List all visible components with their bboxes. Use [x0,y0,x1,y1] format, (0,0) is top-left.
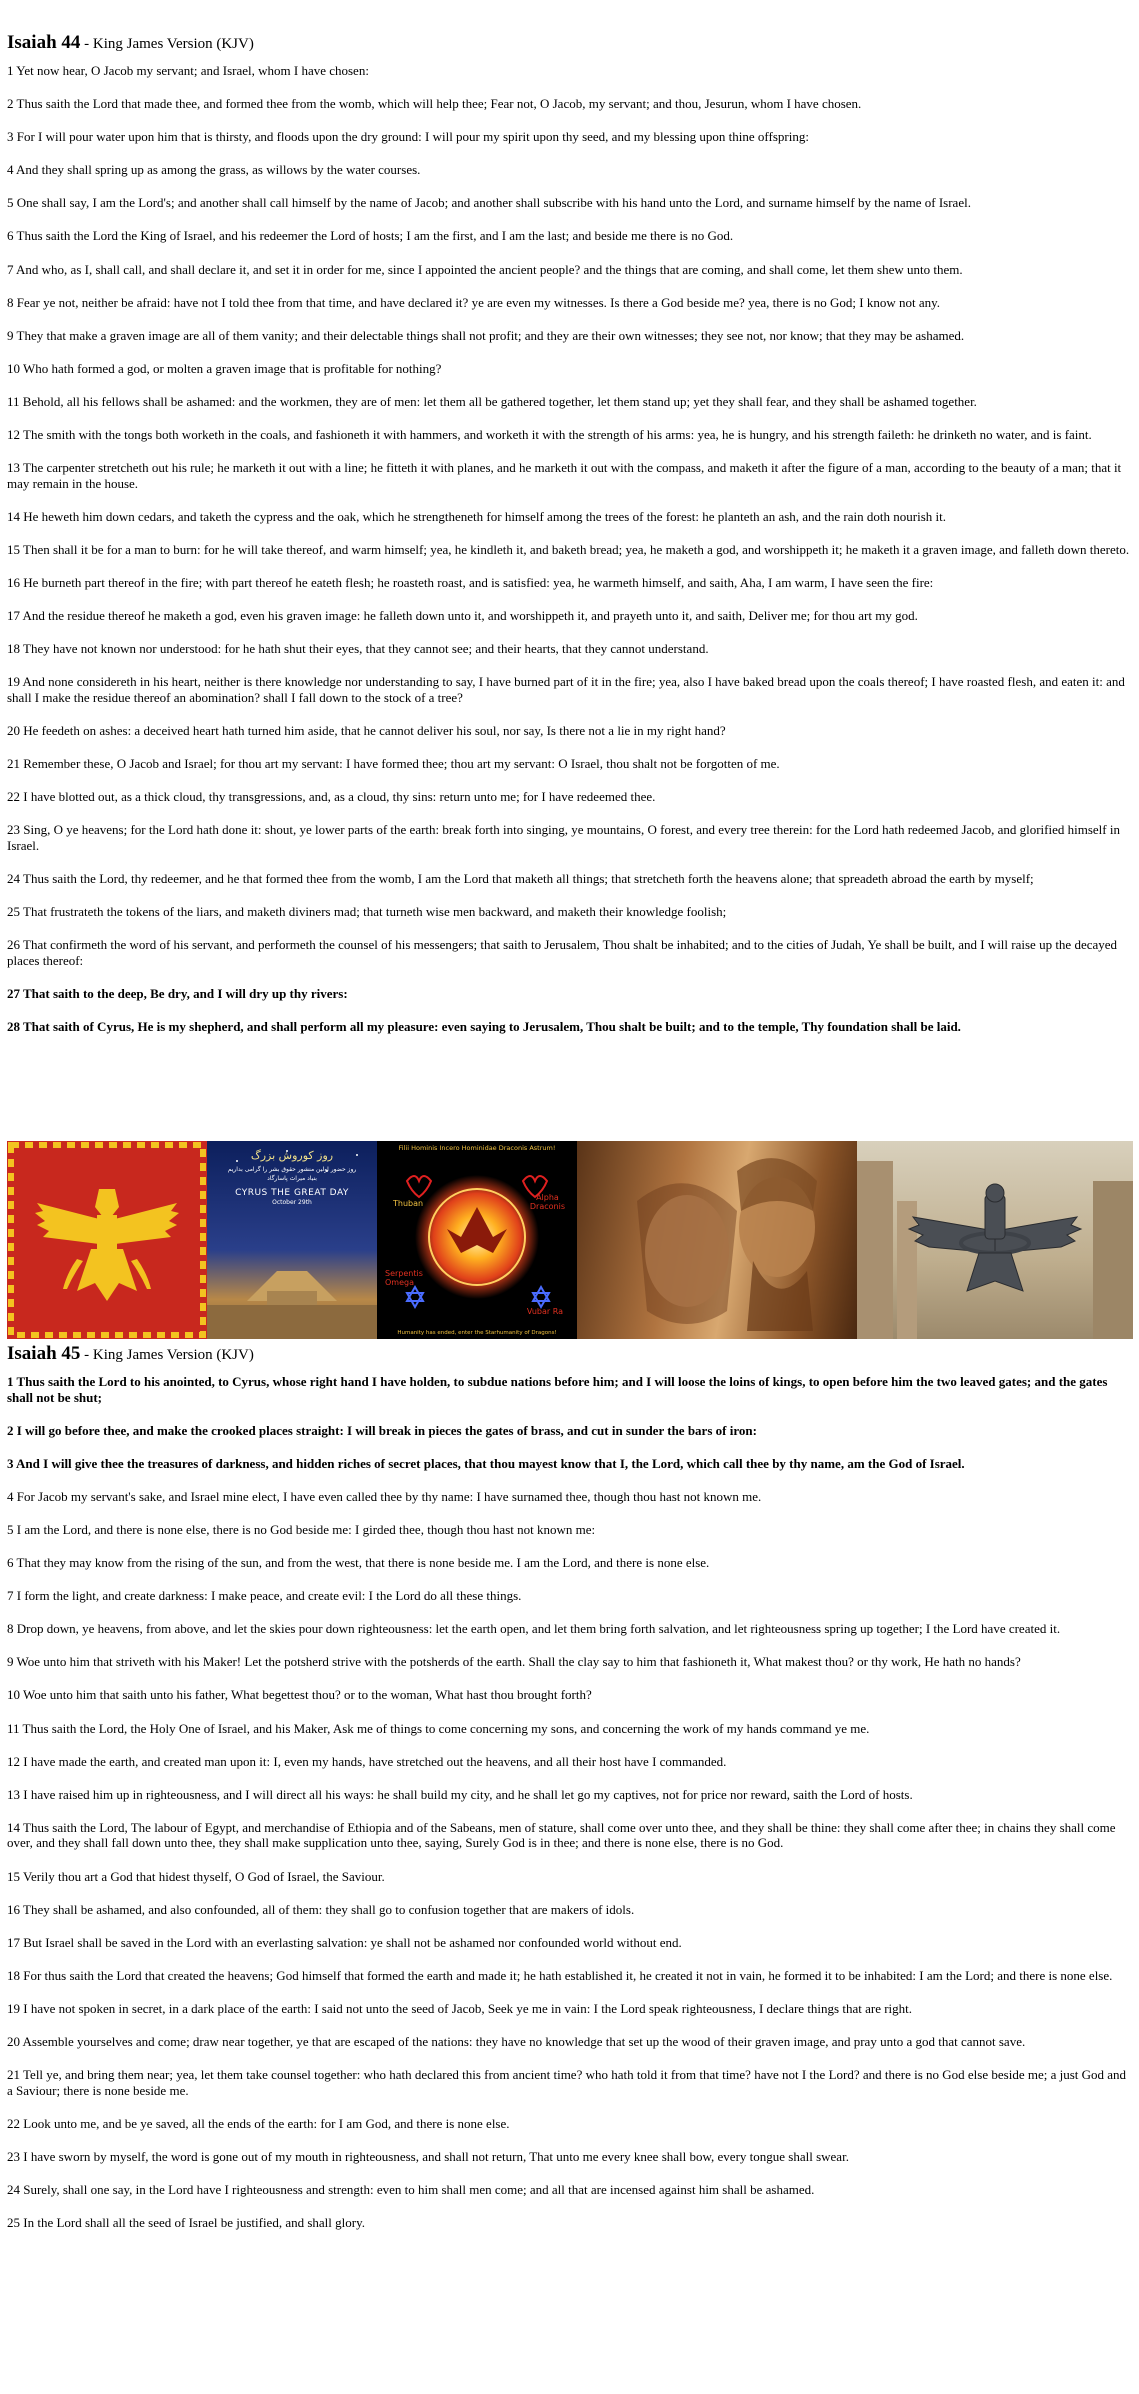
verse: 2 Thus saith the Lord that made thee, and formed thee from the womb, which will help thee; Fear not, O Jacob, my servant; and thou, Jesurun, whom I have chosen. [7,96,862,112]
verse: 8 Fear ye not, neither be afraid: have not I told thee from that time, and have declared it? ye are even my witnesses. Is there a God beside me? yea, there is no God; I know not any. [7,294,941,310]
verse: 1 Yet now hear, O Jacob my servant; and Israel, whom I have chosen: [7,63,369,78]
phoenix-symbol-image [377,1141,577,1339]
chapter-name: Isaiah 45 [7,1343,81,1364]
verse: 5 I am the Lord, and there is none else, there is no God beside me: I girded thee, though thou hast not known me: [7,1521,596,1537]
chapter-name: Isaiah 44 [7,32,81,53]
verse: 11 Behold, all his fellows shall be ashamed: and the workmen, they are of men: let them all be gathered together, let them stand up; yet they shall fear, and they shall be ashamed together. [7,393,977,409]
verse: 6 That they may know from the rising of the sun, and from the west, that there is none beside me. I am the Lord, and there is none else. [7,1555,710,1571]
verse: 27 That saith to the deep, Be dry, and I will dry up thy rivers: [7,985,348,1001]
verse-list [7,1374,1133,2231]
verse: 14 He heweth him down cedars, and taketh the cypress and the oak, which he strengtheneth for himself among the trees of the forest: he planteth an ash, and the rain doth nourish it. [7,508,946,524]
verse: 22 Look unto me, and be ye saved, all the ends of the earth: for I am God, and there is none else. [7,2115,510,2131]
banner-line-1: روز کوروش بزرگ [250,1149,334,1162]
verse: 12 I have made the earth, and created man upon it: I, even my hands, have stretched out the heavens, and all their host have I commanded. [7,1753,727,1769]
verse: 4 And they shall spring up as among the grass, as willows by the water courses. [7,162,421,178]
verse: 1 Thus saith the Lord to his anointed, to Cyrus, whose right hand I have holden, to subdue nations before him; and I will loose the loins of kings, to open before him the two leaved gates; and the gates shall not be shut; [7,1374,1108,1405]
version-label: - King James Version (KJV) [84,1347,254,1363]
banner-date: October 29th [272,1199,312,1206]
phoenix-label-serpentis: Serpentis Omega [385,1269,423,1287]
verse: 23 Sing, O ye heavens; for the Lord hath done it: shout, ye lower parts of the earth: break forth into singing, ye mountains, O forest, and every tree therein: for the Lord hath redeemed Jacob, and glorified himself in Israel. [7,822,1120,853]
verse: 22 I have blotted out, as a thick cloud, thy transgressions, and, as a cloud, thy sins: return unto me; for I have redeemed thee. [7,789,656,805]
cyrus-day-banner-image [207,1141,377,1339]
verse: 13 The carpenter stretcheth out his rule; he marketh it out with a line; he fitteth it with planes, and he marketh it out with the compass, and maketh it after the figure of a man, according to the beauty of a man; that it may remain in the house. [7,460,1122,491]
verse: 2 I will go before thee, and make the crooked places straight: I will break in pieces the gates of brass, and cut in sunder the bars of iron: [7,1422,757,1438]
verse: 6 Thus saith the Lord the King of Israel, and his redeemer the Lord of hosts; I am the first, and I am the last; and beside me there is no God. [7,228,734,244]
phoenix-label-alpha: Alpha Draconis [529,1193,565,1211]
verse: 4 For Jacob my servant's sake, and Israel mine elect, I have even called thee by thy name: I have surnamed thee, though thou hast not known me. [7,1488,762,1504]
verse: 21 Tell ye, and bring them near; yea, let them take counsel together: who hath declared this from ancient time? who hath told it from that time? have not I the Lord? and there is no God else beside me; a just God and a Saviour; there is none beside me. [7,2067,1127,2098]
verse: 26 That confirmeth the word of his servant, and performeth the counsel of his messengers; that saith to Jerusalem, Thou shalt be inhabited; and to the cities of Judah, Ye shall be built, and I will raise up the decayed places thereof: [7,937,1118,968]
verse: 15 Then shall it be for a man to burn: for he will take thereof, and warm himself; yea, he kindleth it, and baketh bread; yea, he maketh a god, and worshippeth it; he maketh it a graven image, and falleth down thereto. [7,541,1130,557]
faravahar-flag-image [7,1141,207,1339]
verse: 24 Surely, shall one say, in the Lord have I righteousness and strength: even to him shall men come; and all that are incensed against him shall be ashamed. [7,2181,815,2197]
phoenix-bottom-text: Humanity has ended, enter the Starhumanity of Dragons! [397,1330,557,1336]
verse: 5 One shall say, I am the Lord's; and another shall call himself by the name of Jacob; and another shall subscribe with his hand unto the Lord, and surname himself by the name of Israel. [7,195,971,211]
verse: 24 Thus saith the Lord, thy redeemer, and he that formed thee from the womb, I am the Lord that maketh all things; that stretcheth forth the heavens alone; that spreadeth abroad the earth by myself; [7,870,1034,886]
verse: 9 They that make a graven image are all of them vanity; and their delectable things shall not profit; and they are their own witnesses; they see not, nor know; that they may be ashamed. [7,327,965,343]
verse: 9 Woe unto him that striveth with his Maker! Let the potsherd strive with the potsherds of the earth. Shall the clay say to him that fashioneth it, What makest thou? or thy work, He hath no hands? [7,1654,1021,1670]
verse: 19 I have not spoken in secret, in a dark place of the earth: I said not unto the seed of Jacob, Seek ye me in vain: I the Lord speak righteousness, I declare things that are right. [7,2000,913,2016]
verse: 16 They shall be ashamed, and also confounded, all of them: they shall go to confusion together that are makers of idols. [7,1901,635,1917]
verse: 13 I have raised him up in righteousness, and I will direct all his ways: he shall build my city, and he shall let go my captives, not for price nor reward, saith the Lord of hosts. [7,1786,913,1802]
verse: 17 And the residue thereof he maketh a god, even his graven image: he falleth down unto it, and worshippeth it, and prayeth unto it, and saith, Deliver me; for thou art my god. [7,608,918,624]
verse: 19 And none considereth in his heart, neither is there knowledge nor understanding to say, I have burned part of it in the fire; yea, also I have baked bread upon the coals thereof; I have roasted flesh, and eaten it: and shall I make the residue thereof an abomination? shall I fall down to the stock of a tree? [7,674,1125,705]
verse: 20 Assemble yourselves and come; draw near together, ye that are escaped of the nations: they have no knowledge that set up the wood of their graven image, and pray unto a god that cannot save. [7,2033,1026,2049]
image-strip [7,1141,1133,1339]
verse-list [7,63,1133,1035]
faravahar-relief-image [857,1141,1133,1339]
phoenix-top-text: Filii Hominis Incero Hominidae Draconis Astrum! [398,1144,556,1152]
verse: 12 The smith with the tongs both worketh in the coals, and fashioneth it with hammers, and worketh it with the strength of his arms: yea, he is hungry, and his strength faileth: he drinketh no water, and is faint. [7,427,1092,443]
chapter-heading [7,1345,1133,1364]
verse: 17 But Israel shall be saved in the Lord with an everlasting salvation: ye shall not be ashamed nor confounded world without end. [7,1934,682,1950]
verse: 18 They have not known nor understood: for he hath shut their eyes, that they cannot see; and their hearts, that they cannot understand. [7,641,709,657]
verse: 10 Who hath formed a god, or molten a graven image that is profitable for nothing? [7,360,442,376]
banner-line-2: روز حضور اولین منشور حقوق بشر را گرامی بداریم [227,1166,357,1173]
phoenix-label-thuban: Thuban [393,1199,424,1208]
verse: 14 Thus saith the Lord, The labour of Egypt, and merchandise of Ethiopia and of the Sabeans, men of stature, shall come over unto thee, and they shall be thine: they shall come after thee; in chains they shall come over, and they shall fall down unto thee, they shall make supplication unto thee, saying, Surely God is in thee; and there is none else, there is no God. [7,1819,1116,1851]
verse: 25 In the Lord shall all the seed of Israel be justified, and shall glory. [7,2215,366,2231]
version-label: - King James Version (KJV) [84,36,254,52]
verse: 18 For thus saith the Lord that created the heavens; God himself that formed the earth and made it; he hath established it, he created it not in vain, he formed it to be inhabited: I am the Lord; and there is none else. [7,1967,1113,1983]
verse: 28 That saith of Cyrus, He is my shepherd, and shall perform all my pleasure: even saying to Jerusalem, Thou shalt be built; and to the temple, Thy foundation shall be laid. [7,1018,961,1034]
phoenix-label-vubar: Vubar Ra [526,1307,563,1316]
verse: 8 Drop down, ye heavens, from above, and let the skies pour down righteousness: let the earth open, and let them bring forth salvation, and let righteousness spring up together; I the Lord have created it. [7,1621,1061,1637]
chapter-isaiah-45 [7,1345,1133,2248]
banner-title: CYRUS THE GREAT DAY [235,1188,349,1198]
chapter-isaiah-44 [7,34,1133,1052]
verse: 10 Woe unto him that saith unto his father, What begettest thou? or to the woman, What hast thou brought forth? [7,1687,592,1703]
verse: 3 And I will give thee the treasures of darkness, and hidden riches of secret places, that thou mayest know that I, the Lord, which call thee by thy name, am the God of Israel. [7,1455,965,1471]
verse: 11 Thus saith the Lord, the Holy One of Israel, and his Maker, Ask me of things to come concerning my sons, and concerning the work of my hands command ye me. [7,1720,870,1736]
verse: 23 I have sworn by myself, the word is gone out of my mouth in righteousness, and shall not return, That unto me every knee shall bow, every tongue shall swear. [7,2148,849,2164]
verse: 7 I form the light, and create darkness: I make peace, and create evil: I the Lord do all these things. [7,1588,522,1604]
verse: 21 Remember these, O Jacob and Israel; for thou art my servant: I have formed thee; thou art my servant: O Israel, thou shalt not be forgotten of me. [7,756,780,772]
painting-image [577,1141,857,1339]
banner-line-3: بنیاد میراث پاسارگاد [267,1175,317,1182]
verse: 15 Verily thou art a God that hidest thyself, O God of Israel, the Saviour. [7,1868,385,1884]
verse: 16 He burneth part thereof in the fire; with part thereof he eateth flesh; he roasteth roast, and is satisfied: yea, he warmeth himself, and saith, Aha, I am warm, I have seen the fire: [7,575,934,590]
verse: 7 And who, as I, shall call, and shall declare it, and set it in order for me, since I appointed the ancient people? and the things that are coming, and shall come, let them shew unto them. [7,261,963,277]
chapter-heading [7,34,1133,53]
verse: 20 He feedeth on ashes: a deceived heart hath turned him aside, that he cannot deliver his soul, nor say, Is there not a lie in my right hand? [7,722,726,738]
verse: 25 That frustrateth the tokens of the liars, and maketh diviners mad; that turneth wise men backward, and maketh their knowledge foolish; [7,904,727,920]
verse: 3 For I will pour water upon him that is thirsty, and floods upon the dry ground: I will pour my spirit upon thy seed, and my blessing upon thine offspring: [7,129,809,145]
